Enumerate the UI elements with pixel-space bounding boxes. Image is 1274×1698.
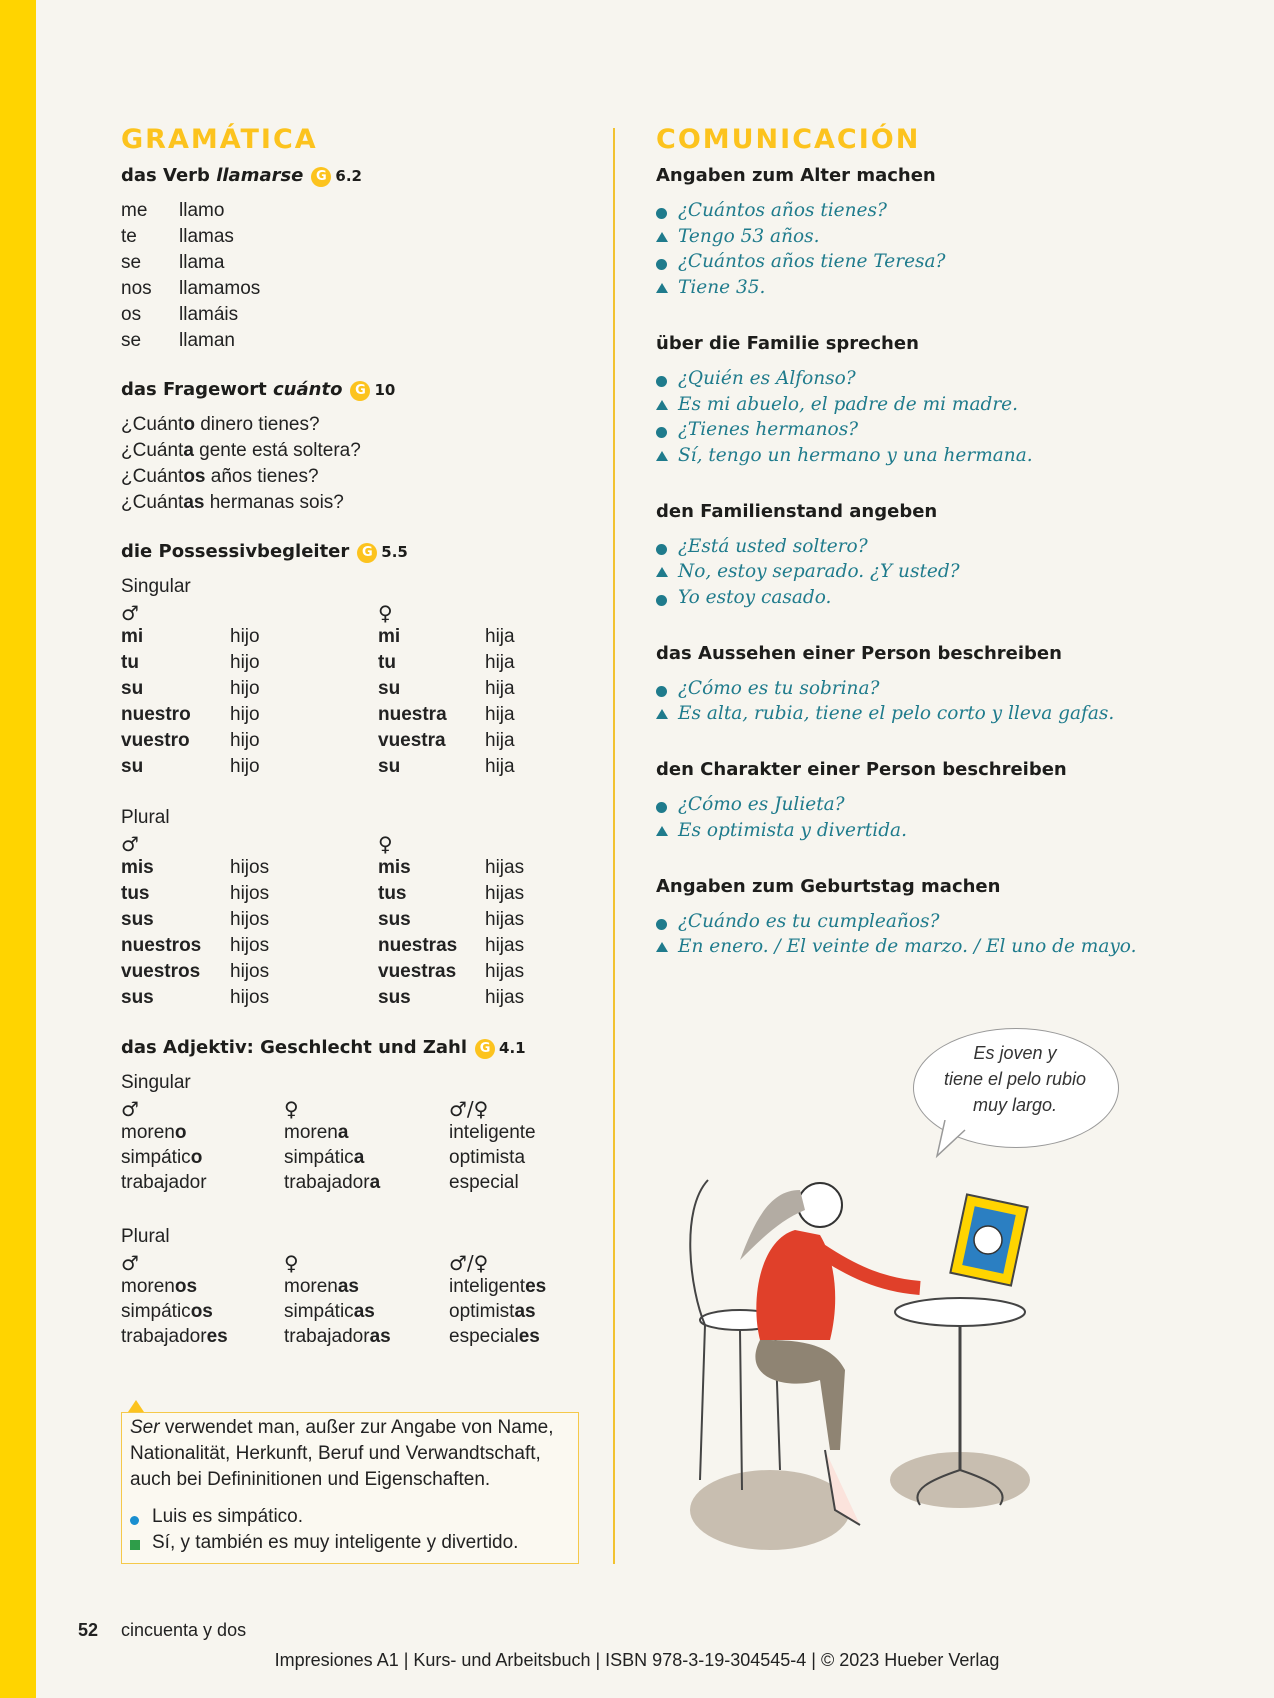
note-tip-icon [128, 1400, 144, 1412]
speaker-b-triangle-icon [656, 942, 668, 952]
woman-at-cafe-table-illustration [660, 1150, 1100, 1570]
dialogue-line: Tengo 53 años. [678, 225, 820, 247]
adjective-form: simpáticos [121, 1301, 213, 1322]
possessive-fem: tus [378, 883, 407, 904]
male-icon: ♂ [121, 832, 139, 856]
llamarse-pronoun: os [121, 304, 142, 325]
noun-masc: hijos [230, 961, 270, 982]
grammar-ref-icon: G [475, 1039, 495, 1059]
llamarse-pronoun: nos [121, 278, 152, 299]
possessive-masc: su [121, 678, 144, 699]
adjective-form: optimista [449, 1147, 526, 1168]
llamarse-pronoun: me [121, 200, 148, 221]
possessiv-plural-label: Plural [121, 807, 170, 828]
noun-fem: hijas [485, 935, 525, 956]
cuanto-example: ¿Cuántas hermanas sois? [121, 492, 344, 513]
dialogue-line: Es optimista y divertida. [678, 819, 907, 841]
adjektiv-singular-label: Singular [121, 1072, 191, 1093]
female-icon: ♀ [284, 1097, 299, 1121]
speaker-a-dot-icon [656, 802, 667, 813]
page-number: 52 [78, 1620, 99, 1640]
female-icon: ♀ [378, 601, 393, 625]
noun-masc: hijo [230, 730, 260, 751]
llamarse-form: llamas [179, 226, 234, 247]
llamarse-title: das Verb llamarse G 6.2 [121, 165, 362, 186]
dialogue-line: ¿Tienes hermanos? [678, 419, 859, 441]
possessive-fem: su [378, 678, 401, 699]
speaker-b-triangle-icon [656, 451, 668, 461]
speaker-a-dot-icon [656, 259, 667, 270]
possessive-masc: sus [121, 987, 154, 1008]
llamarse-form: llamo [179, 200, 225, 221]
adjective-form: trabajadoras [284, 1326, 391, 1347]
llamarse-pronoun: te [121, 226, 137, 247]
noun-masc: hijos [230, 883, 270, 904]
male-female-icon: ♂/♀ [449, 1251, 489, 1275]
dialogue-line: ¿Cuántos años tienes? [678, 200, 887, 221]
adjective-form: trabajadora [284, 1172, 381, 1193]
noun-fem: hijas [485, 961, 525, 982]
speaker-a-dot-icon [656, 919, 667, 930]
possessive-fem: vuestras [378, 961, 457, 982]
adjective-form: especiales [449, 1326, 540, 1347]
adjective-form: simpática [284, 1147, 365, 1168]
comunicacion-heading: COMUNICACIÓN [656, 124, 921, 155]
possessive-fem: nuestras [378, 935, 458, 956]
speaker-a-dot-icon [656, 208, 667, 219]
speaker-b-triangle-icon [656, 283, 668, 293]
possessive-fem: mi [378, 626, 401, 647]
llamarse-pronoun: se [121, 330, 142, 351]
dialogue-line: Yo estoy casado. [678, 587, 832, 608]
adjective-form: trabajador [121, 1172, 207, 1193]
noun-fem: hija [485, 756, 515, 777]
adjective-form: morenas [284, 1276, 359, 1297]
llamarse-form: llama [179, 252, 225, 273]
possessive-masc: nuestro [121, 704, 191, 725]
noun-masc: hijos [230, 987, 270, 1008]
comunicacion-section-title: über die Familie sprechen [656, 332, 919, 354]
male-icon: ♂ [121, 601, 139, 625]
bullet-dot-icon [130, 1516, 139, 1525]
male-icon: ♂ [121, 1097, 139, 1121]
speaker-a-dot-icon [656, 595, 667, 606]
dialogue-line: Sí, tengo un hermano y una hermana. [678, 444, 1033, 466]
dialogue-line: Tiene 35. [678, 277, 766, 299]
male-female-icon: ♂/♀ [449, 1097, 489, 1121]
possessiv-title: die Possessivbegleiter G 5.5 [121, 541, 408, 562]
llamarse-pronoun: se [121, 252, 142, 273]
adjective-form: morena [284, 1122, 349, 1143]
dialogue-line: ¿Cuántos años tiene Teresa? [678, 251, 946, 273]
noun-masc: hijos [230, 857, 270, 878]
adjective-form: inteligentes [449, 1276, 547, 1297]
noun-masc: hijos [230, 935, 270, 956]
noun-masc: hijo [230, 652, 260, 673]
noun-fem: hijas [485, 987, 525, 1008]
comunicacion-section-title: den Familienstand angeben [656, 500, 938, 522]
adjective-form: morenos [121, 1276, 198, 1297]
possessive-masc: tu [121, 652, 139, 673]
possessive-fem: sus [378, 987, 411, 1008]
speech-bubble-text: Es joven y tiene el pelo rubio muy largo. [943, 1043, 1087, 1115]
gramatica-heading: GRAMÁTICA [121, 124, 318, 155]
publisher-credit: Impresiones A1 | Kurs- und Arbeitsbuch | ISBN 978-3-19-304545-4 | © 2023 Hueber Verlag [274, 1650, 1000, 1670]
noun-masc: hijo [230, 678, 260, 699]
noun-fem: hija [485, 652, 515, 673]
cuanto-example: ¿Cuánto dinero tienes? [121, 414, 320, 435]
female-icon: ♀ [378, 832, 393, 856]
possessive-fem: nuestra [378, 704, 447, 725]
dialogue-line: Es alta, rubia, tiene el pelo corto y lleva gafas. [678, 703, 1115, 725]
speaker-a-dot-icon [656, 427, 667, 438]
adjective-form: trabajadores [121, 1326, 228, 1347]
adjective-form: inteligente [449, 1122, 536, 1143]
comunicacion-section-title: das Aussehen einer Person beschreiben [656, 642, 1062, 664]
noun-fem: hijas [485, 857, 525, 878]
dialogue-line: ¿Cómo es Julieta? [678, 794, 845, 816]
column-divider [613, 128, 615, 1564]
noun-masc: hijo [230, 704, 260, 725]
noun-fem: hija [485, 626, 515, 647]
speaker-a-dot-icon [656, 376, 667, 387]
possessive-fem: su [378, 756, 401, 777]
speaker-b-triangle-icon [656, 567, 668, 577]
noun-fem: hija [485, 678, 515, 699]
cuanto-example: ¿Cuánta gente está soltera? [121, 440, 361, 461]
adjektiv-title: das Adjektiv: Geschlecht und Zahl G 4.1 [121, 1037, 526, 1058]
bullet-square-icon [130, 1540, 140, 1550]
male-icon: ♂ [121, 1251, 139, 1275]
speaker-b-triangle-icon [656, 400, 668, 410]
yellow-side-bar [0, 0, 36, 1698]
speaker-b-triangle-icon [656, 826, 668, 836]
noun-fem: hija [485, 704, 515, 725]
noun-masc: hijo [230, 626, 260, 647]
llamarse-form: llamáis [179, 304, 239, 325]
adjective-form: simpático [121, 1147, 203, 1168]
grammar-ref-icon: G [350, 381, 370, 401]
adjective-form: especial [449, 1172, 519, 1193]
cuanto-example: ¿Cuántos años tienes? [121, 466, 319, 487]
note-example-2: Sí, y también es muy inteligente y divertido. [152, 1532, 519, 1553]
possessive-fem: vuestra [378, 730, 446, 751]
adjective-form: optimistas [449, 1301, 536, 1322]
dialogue-line: ¿Cuándo es tu cumpleaños? [678, 910, 940, 932]
grammar-ref-icon: G [311, 167, 331, 187]
possessive-fem: mis [378, 857, 411, 878]
possessive-masc: vuestros [121, 961, 201, 982]
adjective-form: simpáticas [284, 1301, 375, 1322]
llamarse-form: llaman [179, 330, 235, 351]
possessiv-singular-label: Singular [121, 576, 191, 597]
speaker-a-dot-icon [656, 544, 667, 555]
note-example-1: Luis es simpático. [152, 1506, 304, 1527]
dialogue-line: Es mi abuelo, el padre de mi madre. [678, 393, 1019, 415]
possessive-masc: su [121, 756, 144, 777]
ser-note-text: Ser verwendet man, außer zur Angabe von Name, Nationalität, Herkunft, Beruf und Verwandtschaft, auch bei Defininitionen und Eigenschaften. [130, 1417, 554, 1490]
possessive-fem: tu [378, 652, 396, 673]
possessive-masc: tus [121, 883, 150, 904]
noun-fem: hijas [485, 909, 525, 930]
comunicacion-section-title: den Charakter einer Person beschreiben [656, 759, 1067, 781]
grammar-ref-icon: G [357, 543, 377, 563]
dialogue-line: ¿Quién es Alfonso? [678, 367, 856, 389]
dialogue-line: ¿Cómo es tu sobrina? [678, 677, 880, 699]
female-icon: ♀ [284, 1251, 299, 1275]
cuanto-title: das Fragewort cuánto G 10 [121, 379, 396, 400]
adjektiv-plural-label: Plural [121, 1226, 170, 1247]
possessive-masc: vuestro [121, 730, 190, 751]
comunicacion-section-title: Angaben zum Geburtstag machen [656, 875, 1001, 897]
speaker-a-dot-icon [656, 686, 667, 697]
noun-fem: hija [485, 730, 515, 751]
llamarse-form: llamamos [179, 278, 261, 299]
noun-masc: hijo [230, 756, 260, 777]
speaker-b-triangle-icon [656, 232, 668, 242]
noun-fem: hijas [485, 883, 525, 904]
noun-masc: hijos [230, 909, 270, 930]
dialogue-line: ¿Está usted soltero? [678, 535, 868, 557]
adjective-form: moreno [121, 1122, 187, 1143]
speaker-b-triangle-icon [656, 709, 668, 719]
dialogue-line: En enero. / El veinte de marzo. / El uno de mayo. [678, 936, 1137, 958]
page-number-word: cincuenta y dos [121, 1620, 247, 1640]
possessive-masc: sus [121, 909, 154, 930]
comunicacion-section-title: Angaben zum Alter machen [656, 165, 936, 186]
possessive-masc: mi [121, 626, 144, 647]
dialogue-line: No, estoy separado. ¿Y usted? [678, 561, 960, 583]
possessive-masc: mis [121, 857, 154, 878]
possessive-masc: nuestros [121, 935, 202, 956]
possessive-fem: sus [378, 909, 411, 930]
